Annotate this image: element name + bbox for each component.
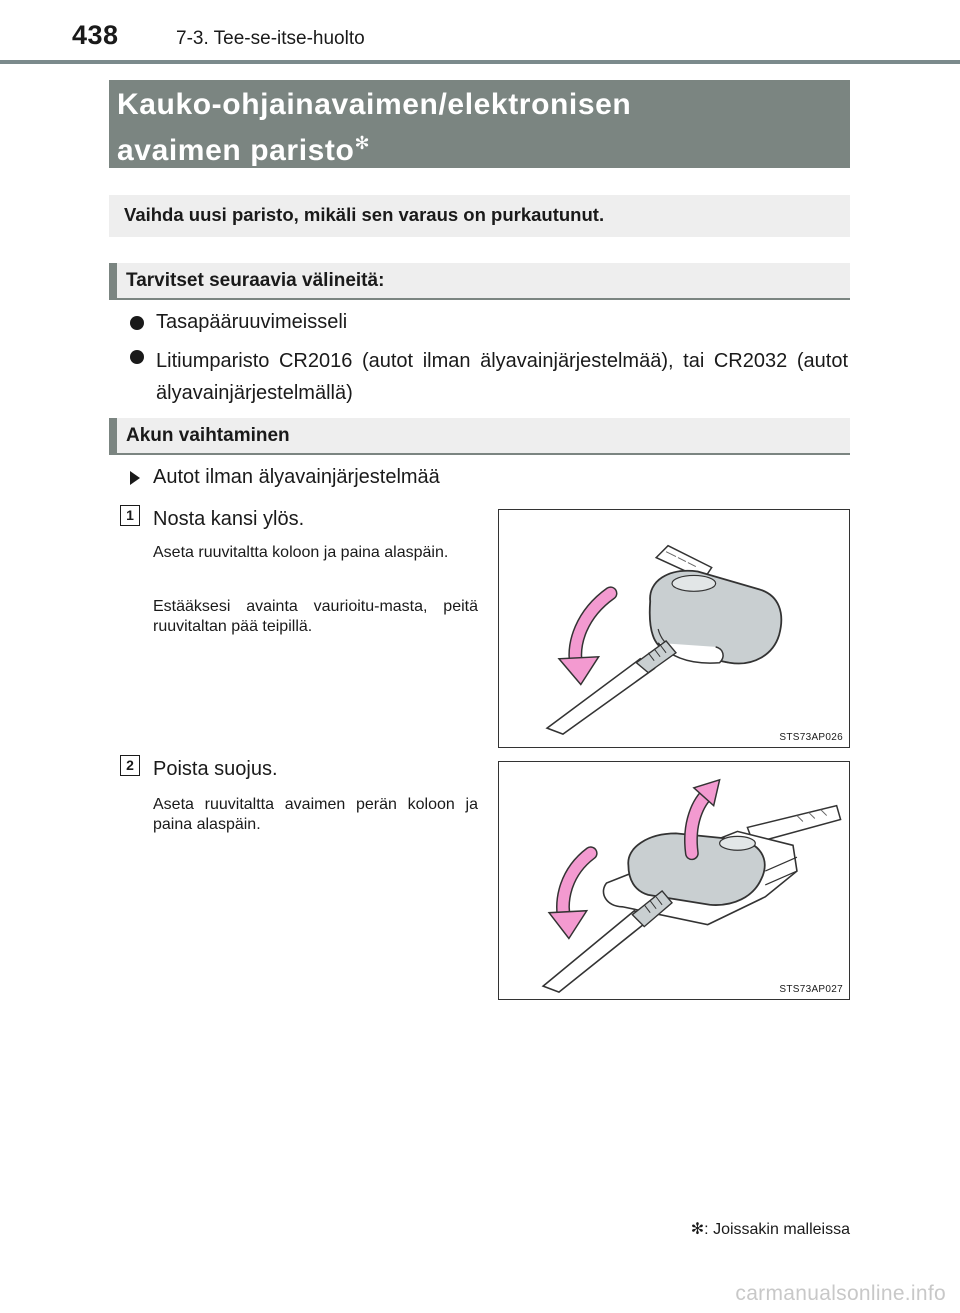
figure-step-2 — [498, 761, 850, 1000]
figure-step-1 — [498, 509, 850, 748]
figure-code: STS73AP026 — [779, 732, 843, 743]
asterisk-icon: ✻ — [354, 133, 371, 153]
tools-heading: Tarvitset seuraavia välineitä: — [109, 263, 850, 300]
step-2-title: Poista suojus. — [153, 758, 278, 780]
list-item — [130, 311, 347, 334]
list-item — [130, 345, 848, 409]
variant-text: Autot ilman älyavainjärjestelmää — [153, 466, 440, 488]
bullet-icon — [130, 350, 144, 364]
title-line-2: avaimen paristo — [117, 134, 355, 167]
intro-text: Vaihda uusi paristo, mikäli sen varaus on purkautunut. — [109, 195, 850, 237]
watermark: carmanualsonline.info — [735, 1282, 946, 1305]
step-number-1: 1 — [120, 505, 140, 526]
step-2-desc-1: Aseta ruuvitaltta avaimen perän koloon ja paina alaspäin. — [153, 796, 478, 833]
list-item-text: Litiumparisto CR2016 (autot ilman älyavainjärjestelmää), tai CR2032 (autot älyavainjärjestelmällä) — [156, 350, 848, 404]
header-rule — [0, 60, 960, 64]
footnote: ✻: Joissakin malleissa — [690, 1221, 850, 1238]
key-lift-cover-illustration — [499, 510, 849, 747]
page-number: 438 — [72, 20, 119, 50]
figure-code: STS73AP027 — [779, 984, 843, 995]
page-title — [109, 80, 850, 168]
step-number-2: 2 — [120, 755, 140, 776]
bullet-icon — [130, 316, 144, 330]
section-reference: 7-3. Tee-se-itse-huolto — [176, 28, 365, 49]
triangle-right-icon — [130, 471, 140, 485]
step-1-title: Nosta kansi ylös. — [153, 508, 305, 530]
step-1-desc-2: Estääksesi avainta vaurioitu-masta, peitä ruuvitaltan pää teipillä. — [153, 598, 478, 635]
key-remove-cover-illustration — [499, 762, 849, 999]
title-line-2-wrap — [117, 124, 850, 170]
change-heading: Akun vaihtaminen — [109, 418, 850, 455]
step-1-desc-1: Aseta ruuvitaltta koloon ja paina alaspäin. — [153, 544, 449, 561]
title-line-1: Kauko-ohjainavaimen/elektronisen — [117, 88, 632, 121]
variant-label — [130, 466, 440, 489]
list-item-text: Tasapääruuvimeisseli — [156, 311, 348, 333]
